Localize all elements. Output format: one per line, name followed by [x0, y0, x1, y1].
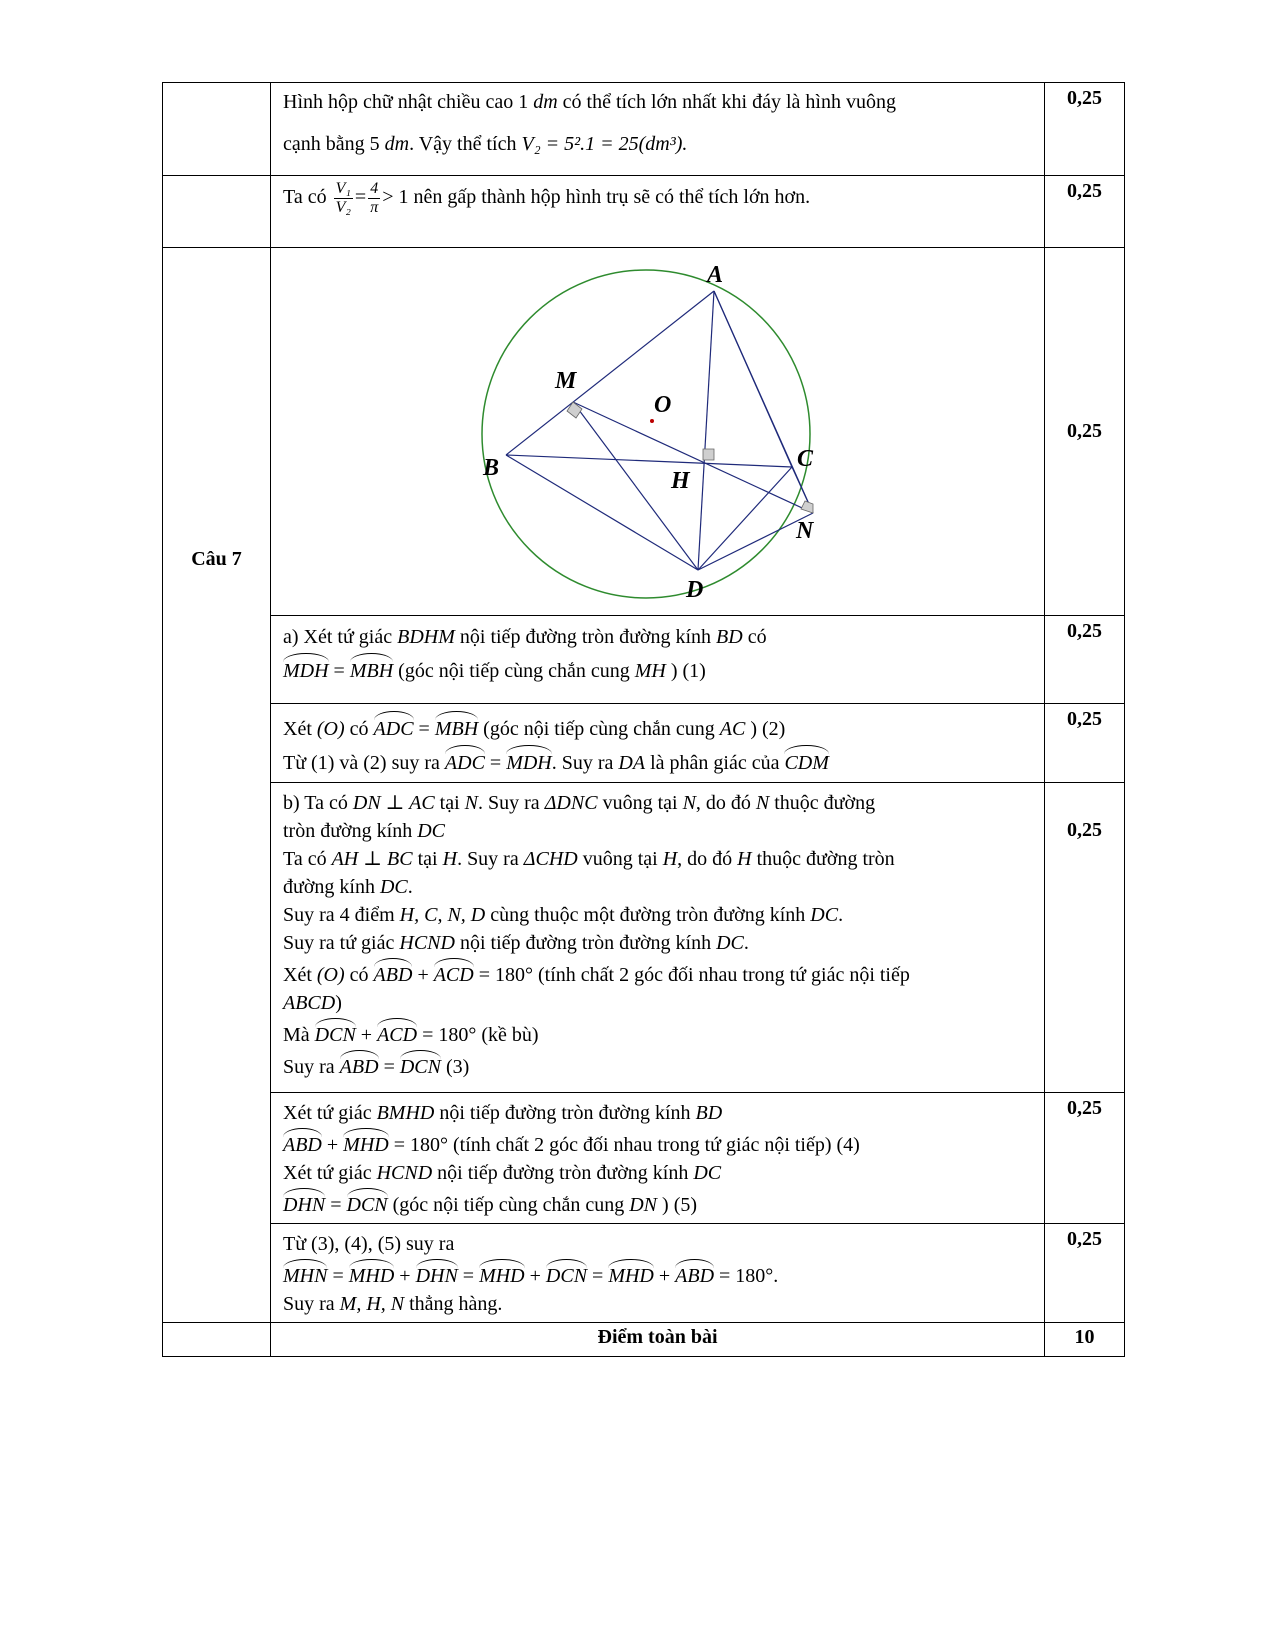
score-cell: 0,25	[1045, 704, 1125, 783]
fraction-4-pi: $\frac{4}{\pi}$	[370, 180, 379, 216]
label-h: H	[671, 468, 690, 494]
row-figure	[163, 248, 1125, 616]
total-label: Điểm toàn bài	[271, 1323, 1045, 1357]
label-cell-empty	[163, 83, 271, 176]
label-b: B	[483, 455, 500, 481]
figure-lines	[506, 291, 813, 570]
circle-o	[482, 270, 810, 598]
score-cell: 0,25	[1045, 1224, 1125, 1323]
label-d: D	[686, 577, 704, 603]
grading-table	[162, 82, 1125, 1357]
figure-cell	[271, 248, 1045, 616]
content-cell: Ta có $\frac{\text{V₁}}{\text{V₂}}$ = $\frac{4}{\pi}$ > 1 nên gấp thành hộp hình trụ sẽ có thể tích lớn hơn.	[271, 176, 1045, 248]
math-unit: dm	[384, 133, 410, 155]
content-cell: a) Xét tứ giác BDHM nội tiếp đường tròn đường kính BD có MDH = MBH (góc nội tiếp cùng chắn cung MH ) (1)	[271, 616, 1045, 704]
label-m: M	[555, 368, 577, 394]
row-part-b	[163, 783, 1125, 1093]
content-cell	[271, 83, 1045, 176]
text: Hình hộp chữ nhật chiều cao 1	[283, 91, 529, 113]
row-part-b3	[163, 1224, 1125, 1323]
question-label: Câu 7	[163, 248, 271, 1323]
label-c: C	[797, 446, 814, 472]
row-part-b2	[163, 1093, 1125, 1224]
row-ratio	[163, 176, 1125, 248]
score-cell: 0,25	[1045, 248, 1125, 616]
score-cell: 0,25	[1045, 176, 1125, 248]
content-cell: Xét tứ giác BMHD nội tiếp đường tròn đường kính BD ABD + MHD = 180° (tính chất 2 góc đối nhau trong tứ giác nội tiếp) (4) Xét tứ giác HCND nội tiếp đường tròn đường kính DC DHN = DCN (góc nội tiếp cùng chắn cung DN ) (5)	[271, 1093, 1045, 1224]
score-cell: 0,25	[1045, 783, 1125, 1093]
content-cell: b) Ta có DN ⊥ AC tại N. Suy ra ΔDNC vuông tại N, do đó N thuộc đường tròn đường kính DC Ta có AH ⊥ BC tại H. Suy ra ΔCHD vuông tại H, do đó H thuộc đường tròn đường kính DC. Suy ra 4 điểm H, C, N, D cùng thuộc một đường tròn đường kính DC. Suy ra tứ giác HCND nội tiếp đường tròn đường kính DC. Xét (O) có ABD + ACD = 180° (tính chất 2 góc đối nhau trong tứ giác nội tiếp ABCD) Mà DCN + ACD = 180° (kề bù) Suy ra ABD = DCN (3)	[271, 783, 1045, 1093]
content-cell: Xét (O) có ADC = MBH (góc nội tiếp cùng chắn cung AC ) (2) Từ (1) và (2) suy ra ADC = MDH. Suy ra DA là phân giác của CDM	[271, 704, 1045, 783]
geometry-figure	[271, 248, 1041, 614]
score-cell: 0,25	[1045, 616, 1125, 704]
label-n: N	[796, 518, 814, 544]
text: > 1 nên gấp thành hộp hình trụ sẽ có thể tích lớn hơn.	[382, 186, 811, 209]
score-cell: 0,25	[1045, 83, 1125, 176]
row-total	[163, 1323, 1125, 1357]
row-part-a2	[163, 704, 1125, 783]
row-part-a	[163, 616, 1125, 704]
label-cell-empty	[163, 1323, 271, 1357]
score-cell: 0,25	[1045, 1093, 1125, 1224]
total-score: 10	[1045, 1323, 1125, 1357]
text: . Vậy thể tích	[409, 133, 517, 155]
label-cell-empty	[163, 176, 271, 248]
text: có thể tích lớn nhất khi đáy là hình vuông	[557, 91, 896, 113]
center-o	[650, 419, 654, 423]
content-cell: Từ (3), (4), (5) suy ra MHN = MHD + DHN = MHD + DCN = MHD + ABD = 180°. Suy ra M, H, N thẳng hàng.	[271, 1224, 1045, 1323]
fraction-v1-v2: $\frac{\text{V₁}}{\text{V₂}}$	[335, 180, 351, 216]
math-unit: dm	[533, 91, 558, 113]
text: cạnh bằng 5	[283, 133, 380, 155]
label-o: O	[654, 392, 672, 418]
text: Ta có	[283, 186, 327, 209]
math-formula: V₂ = 5².1 = 25(dm³).	[521, 133, 688, 155]
label-a: A	[707, 262, 724, 288]
row-box-volume	[163, 83, 1125, 176]
